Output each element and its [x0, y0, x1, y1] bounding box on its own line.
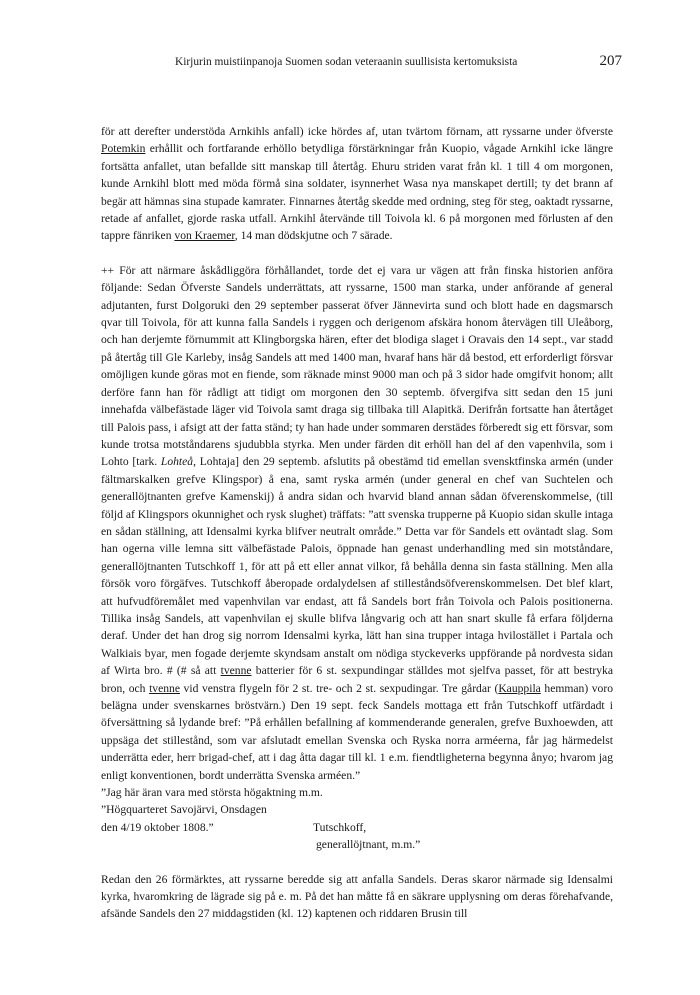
- letter-place-line: ”Högquarteret Savojärvi, Onsdagen: [101, 803, 267, 817]
- letter-signature-row: [101, 819, 613, 836]
- letter-rank-row: [101, 836, 613, 853]
- underlined-word: tvenne: [220, 664, 252, 678]
- letter-date: den 4/19 oktober 1808.”: [101, 820, 214, 834]
- paragraph-2: ++ För att närmare åskådliggöra förhållandet, torde det ej vara ur vägen att från finska historien anföra följande: Sedan Öfverste Sandels underrättats, att ryssarne, 1500 man starka, under anförande af general adjutanten, furst Dolgoruki den 29 september passerat öfver Jännevirta sund och blott hade en dagsmarsch qvar till Toivola, för att kunna falla Sandels i ryggen och derigenom afskära honom återvägen till Uleåborg, och han derjemte förnummit att Klingborgska hären, efter det blodiga slaget i Oravais den 14 sept., var stadd på återtåg till Gle Karleby, insåg Sandels att med 1400 man, hvaraf hans här då bestod, ett erforderligt försvar omöjligen kunde göras mot en fiende, som räknade minst 9000 man och på 3 sidor hade omgifvit honom; allt derföre fann han för rådligt att tidigt om morgonen den 30 septemb. öfvergifva sitt sedan den 15 juni innehafda välbefästade läger vid Toivola samt draga sig tillbaka till Alapitkä. Derifrån fortsatte han återtåget till Palois pass, i afsigt att der fatta ständ; ty han hade under sommaren derstädes förberedt sig ett försvar, som kunde trotsa motståndarens sjudubbla styrka. Men under färden dit erhöll han del af den vapenhvila, som i Lohto [tark. Lohteå, Lohtaja] den 29 septemb. afslutits på obestämd tid emellan svensktfinska armén (under fältmarskalken grefve Klingspor) å ena, samt ryska armén (under general en chef van Suchtelen och generallöjtnanten grefve Kamenskij) å andra sidan och hvarvid bland annan sådan öfverenskommelse, (till följd af Klingspors okunnighet och rysk slughet) träffats: ”att svenska trupperne på Kuopio sidan skulle intaga en sådan ställning, att Idensalmi kyrka blifver neutralt område.” Detta var för Sandels ett oväntadt slag. Som han ogerna ville lemna sitt välbefästade Palois, öppnade han genast underhandling med sin motståndare, generallöjtnanten Tutschkoff 1, för att på ett eller annat vilkor, få behålla denna sin fasta ställning. Men alla försök voro förgäfves. Tutschkoff åberopade ordalydelsen af stilleståndsöfverenskommelsen. Det blef klart, att hufvudföremålet med vapenhvilan var endast, att få Sandels bort från Toivola och Palois positionerna. Tillika insåg Sandels, att vapenhvilan ej skulle blifva långvarig och att han snart skulle få erfara följderna deraf. Under det han drog sig norrom Idensalmi kyrka, lätt han sina trupper intaga hvilostället i Partala och Walkiais byar, men fogade derjemte skyndsam anstalt om nödiga styckeverks uppförande på nordvesta sidan af Wirta bro. # (# så att tvenne batterier för 6 st. sexpundingar ställdes mot sjelfva passet, för att bestryka bron, och tvenne vid venstra flygeln för 2 st. tre- och 2 st. sexpudingar. Tre gårdar (Kauppila hemman) voro belägna under svenskarnes bröstvärn.) Den 19 sept. feck Sandels mottaga ett från Tutschkoff utfärdadt i öfversättning så lydande bref: ”På erhållen befallning af kommenderande generalen, grefve Buxhoewden, att uppsäga det stillestånd, som var afslutadt emellan Svenska och Ryska norra arméerna, får jag härmedelst underrätta eder, herr brigad-chef, att i dag åtta dagar till kl. 1 e.m. fiendtligheterna begynna ånyo; hvarom jag enligt konventionen, bordt underrätta Svenska arméen.”: [101, 263, 614, 782]
- letter-rank: generallöjtnant, m.m.”: [316, 838, 421, 852]
- page-number: 207: [599, 53, 622, 69]
- letter-closing: [101, 784, 613, 854]
- letter-signer: Tutschkoff,: [313, 820, 367, 834]
- underlined-name: Potemkin: [101, 142, 146, 156]
- letter-closing-line: ”Jag här äran vara med största högaktning m.m.: [101, 786, 323, 800]
- paragraph-1: för att derefter understöda Arnkihls anfall) icke hördes af, utan tvärtom förnam, att ryssarne under öfverste Potemkin erhållit och fortfarande erhöllo betydliga förstärkningar från Kuopio, vågade Arnkihl icke längre fortsätta anfallet, utan befallde sitt manskap till återtåg. Ehuru striden varat från kl. 1 till 4 om morgonen, kunde Arnkihl blott med möda förmå sina soldater, isynnerhet Wasa nya manskapet dertill; ty det brann af begär att hämnas sina stupade kamrater. Finnarnes återtåg skedde med ordning, steg för steg, oaktadt ryssarne, retade af anfallet, gjorde raska utfall. Arnkihl återvände till Toivola kl. 6 på morgonen med förlusten af den tappre fänriken von Kraemer, 14 man dödskjutne och 7 särade.: [101, 125, 613, 243]
- body-text: [101, 123, 613, 923]
- running-title: Kirjurin muistiinpanoja Suomen sodan veteraanin suullisista kertomuksista: [175, 56, 518, 68]
- underlined-word: tvenne: [149, 681, 180, 695]
- paragraph-3: Redan den 26 förmärktes, att ryssarne beredde sig att anfalla Sandels. Deras skaror närmade sig Idensalmi kyrka, hvaromkring de lägrade sig på e. m. På det han måtte få en säkrare upplysning om deras förehafvande, afsände Sandels den 27 middagstiden (kl. 12) kaptenen och riddaren Brusin till: [101, 872, 613, 921]
- italic-term: Lohteå: [160, 455, 194, 469]
- underlined-name: von Kraemer: [174, 229, 235, 243]
- running-header: [175, 53, 622, 73]
- underlined-name: Kauppila: [498, 681, 541, 695]
